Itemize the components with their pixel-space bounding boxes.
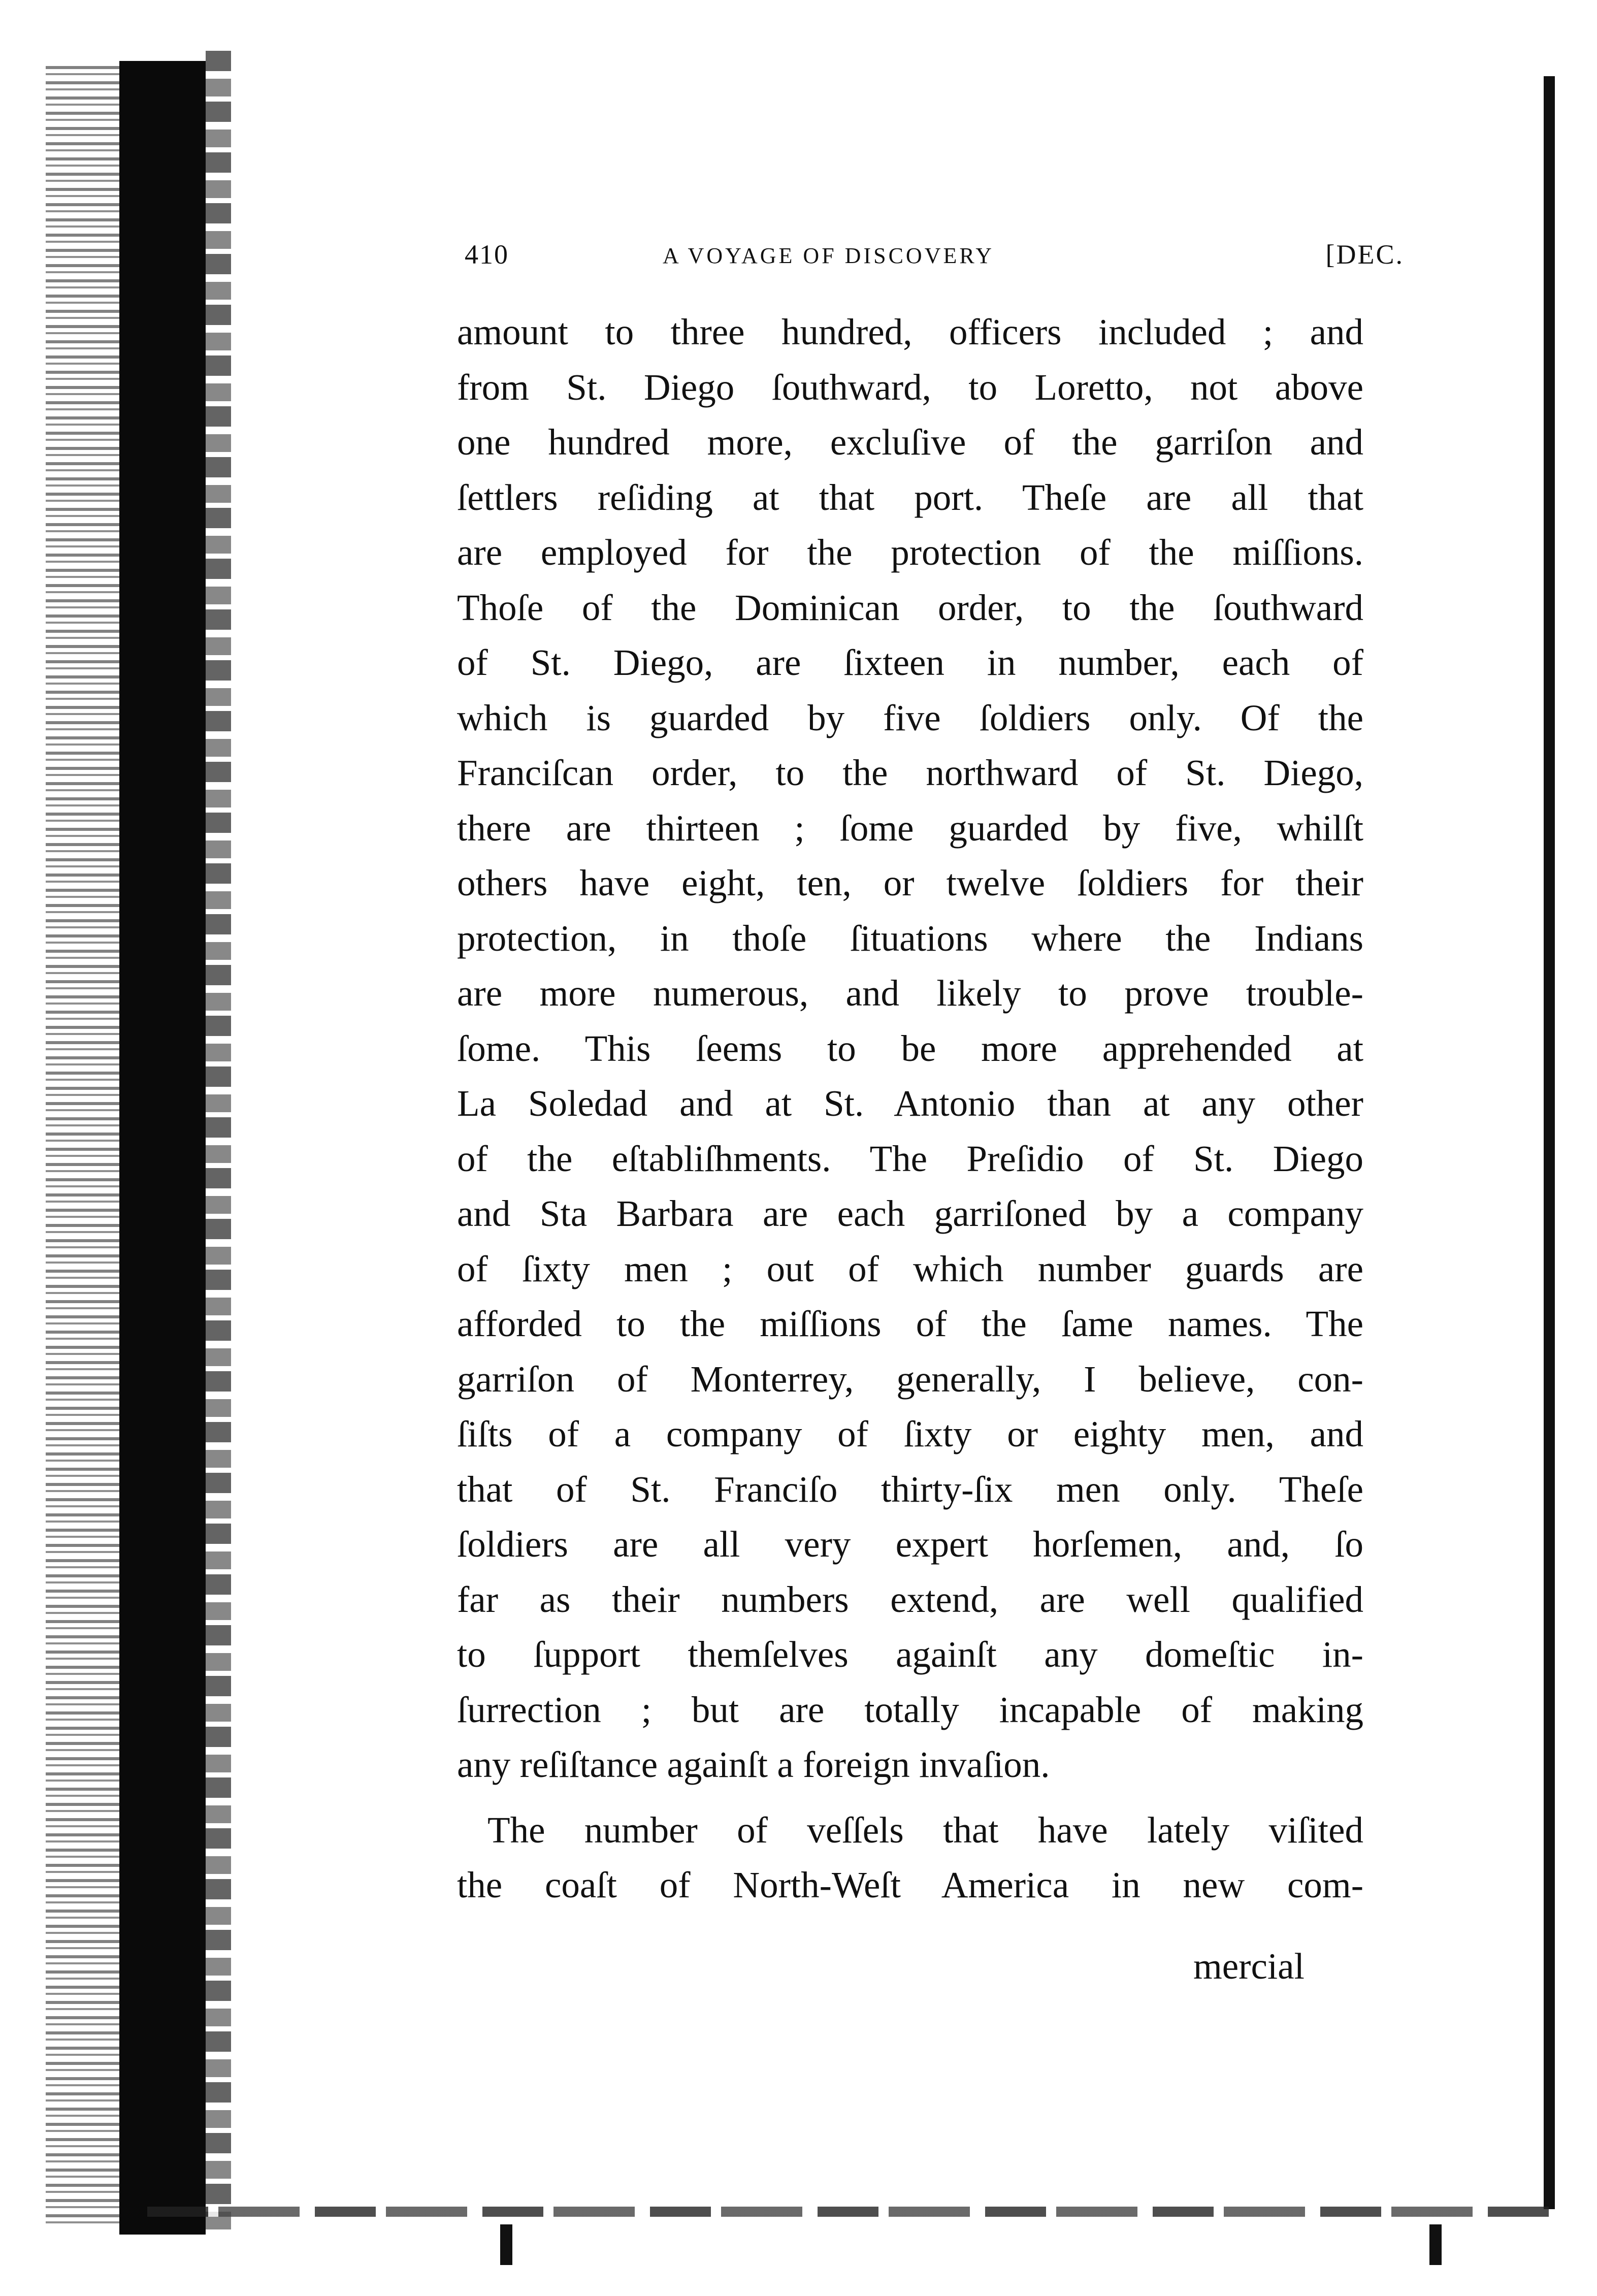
gutter-noise	[46, 66, 127, 2224]
bottom-scan-mark	[1429, 2224, 1442, 2265]
text-line: afforded to the miſſions of the ſame names. The	[457, 1303, 1363, 1344]
text-line: far as their numbers extend, are well qualified	[457, 1578, 1363, 1620]
text-line: of the eſtabliſhments. The Preſidio of St. Diego	[457, 1138, 1363, 1179]
page-right-edge	[1544, 76, 1555, 2209]
paragraph-gap	[457, 1793, 1363, 1803]
page-number: 410	[465, 239, 509, 270]
scan-gutter	[0, 0, 244, 2296]
text-line: that of St. Franciſo thirty-ſix men only. Theſe	[457, 1468, 1363, 1510]
text-line: amount to three hundred, officers included ; and	[457, 311, 1363, 352]
body-text	[457, 305, 1363, 1913]
paragraph	[457, 305, 1363, 1793]
text-line: of St. Diego, are ſixteen in number, each of	[457, 642, 1363, 683]
text-line: are employed for the protection of the miſſions.	[457, 532, 1363, 573]
text-line: are more numerous, and likely to prove trouble-	[457, 973, 1363, 1014]
text-line: ſoldiers are all very expert horſemen, and, ſo	[457, 1524, 1363, 1565]
page-bottom-edge	[147, 2207, 1549, 2217]
text-line: and Sta Barbara are each garriſoned by a company	[457, 1193, 1363, 1234]
text-line: one hundred more, excluſive of the garriſon and	[457, 422, 1363, 463]
running-month: [DEC.	[1325, 239, 1404, 270]
text-line: Franciſcan order, to the northward of St. Diego,	[457, 752, 1363, 793]
catchword: mercial	[1193, 1946, 1305, 1987]
text-line: any reſiſtance againſt a foreign invaſion.	[457, 1744, 1050, 1785]
bottom-scan-mark	[500, 2224, 512, 2265]
text-line: to ſupport themſelves againſt any domeſtic in-	[457, 1634, 1363, 1675]
running-header	[465, 239, 1404, 284]
text-line: ſettlers reſiding at that port. Theſe are all that	[457, 476, 1363, 518]
text-line: protection, in thoſe ſituations where the Indians	[457, 917, 1363, 959]
text-line: which is guarded by five ſoldiers only. Of the	[457, 697, 1363, 738]
text-line: The number of veſſels that have lately viſited	[487, 1809, 1363, 1851]
text-line: garriſon of Monterrey, generally, I believe, con-	[457, 1358, 1363, 1400]
text-line: of ſixty men ; out of which number guards are	[457, 1248, 1363, 1289]
text-line: from St. Diego ſouthward, to Loretto, not above	[457, 366, 1363, 408]
text-line: ſurrection ; but are totally incapable of making	[457, 1689, 1363, 1730]
text-line: La Soledad and at St. Antonio than at any other	[457, 1083, 1363, 1124]
text-line: the coaſt of North-Weſt America in new com-	[457, 1864, 1363, 1905]
gutter-binding-shadow	[119, 61, 206, 2235]
text-line: there are thirteen ; ſome guarded by five, whilſt	[457, 807, 1363, 849]
running-title: A VOYAGE OF DISCOVERY	[663, 243, 995, 268]
gutter-streak	[206, 51, 231, 2235]
paragraph	[457, 1803, 1363, 1913]
text-line: ſome. This ſeems to be more apprehended at	[457, 1027, 1363, 1069]
text-line: ſiſts of a company of ſixty or eighty men, and	[457, 1413, 1363, 1454]
text-line: Thoſe of the Dominican order, to the ſouthward	[457, 587, 1363, 628]
text-line: others have eight, ten, or twelve ſoldiers for their	[457, 862, 1363, 903]
